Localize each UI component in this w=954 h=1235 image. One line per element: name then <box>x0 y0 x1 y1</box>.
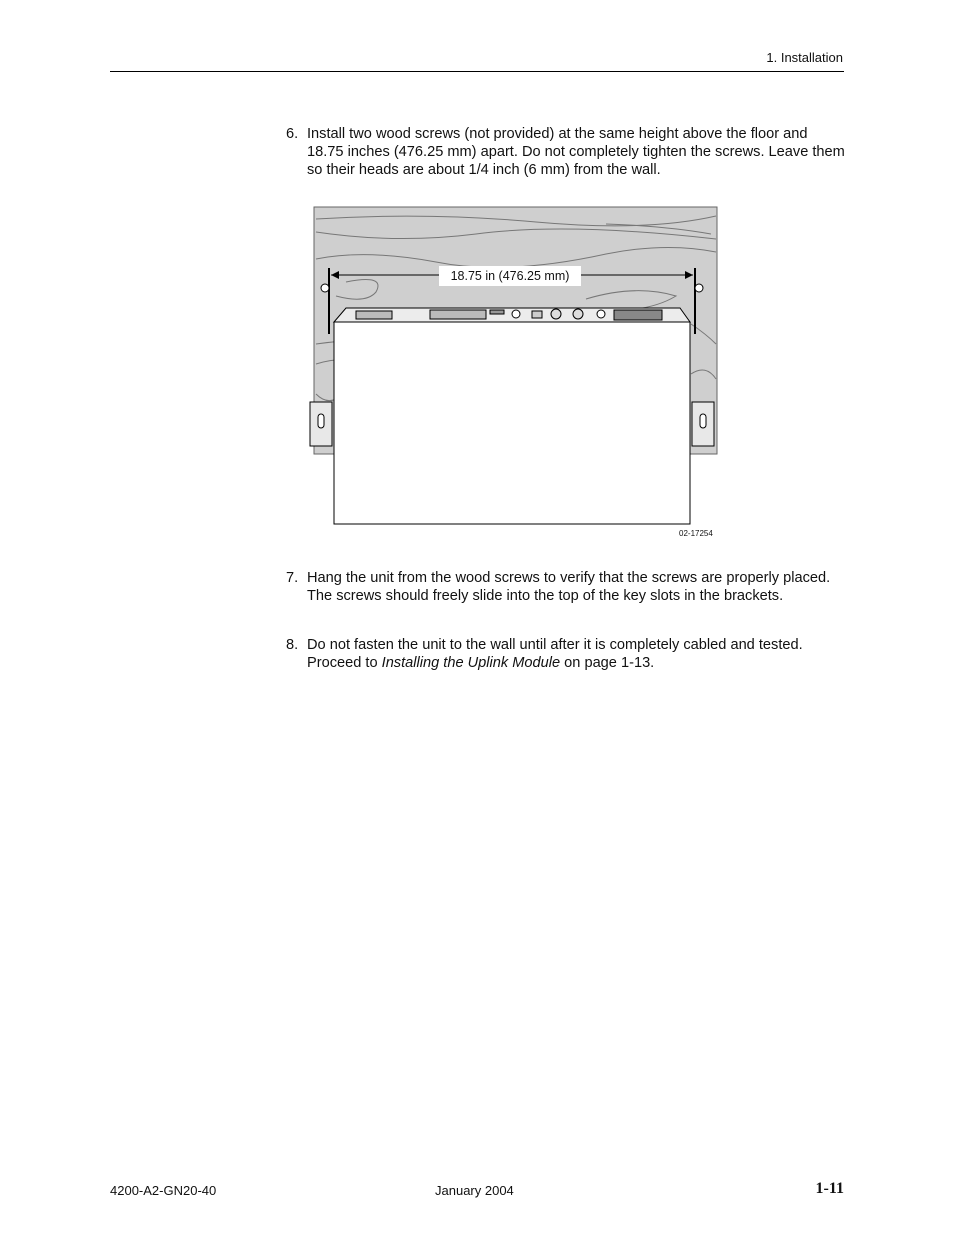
step-text-end: on page 1-13. <box>560 655 655 671</box>
step-text-start: Do not fasten the unit to the wall until after it is completely cabled and tested. Proceed to <box>307 637 803 671</box>
step-text: Install two wood screws (not provided) at the same height above the floor and 18.75 inches (476.25 mm) apart. Do not completely tighten the screws. Leave them so their heads are about 1/4 inch (6 mm) from the wall. <box>307 126 845 178</box>
doc-date: January 2004 <box>435 1183 514 1198</box>
step-number: 7. <box>286 570 299 586</box>
figure-id: 02-17254 <box>679 529 713 538</box>
doc-number: 4200-A2-GN20-40 <box>110 1183 217 1198</box>
running-header: 1. Installation <box>766 50 843 65</box>
step-7 <box>286 569 846 605</box>
page-number: 1-11 <box>815 1180 844 1197</box>
step-6 <box>286 125 846 179</box>
step-text: Hang the unit from the wood screws to verify that the screws are properly placed. The screws should freely slide into the top of the key slots in the brackets. <box>307 570 831 604</box>
step-text <box>307 636 846 672</box>
cross-reference-link: Installing the Uplink Module <box>381 655 561 671</box>
step-number: 8. <box>286 637 299 653</box>
wall-mount-figure <box>306 204 726 544</box>
step-number: 6. <box>286 126 299 142</box>
dimension-label: 18.75 in (476.25 mm) <box>439 266 581 286</box>
wall-mount-illustration <box>306 204 726 544</box>
step-8 <box>286 636 846 672</box>
header-rule <box>110 71 844 72</box>
